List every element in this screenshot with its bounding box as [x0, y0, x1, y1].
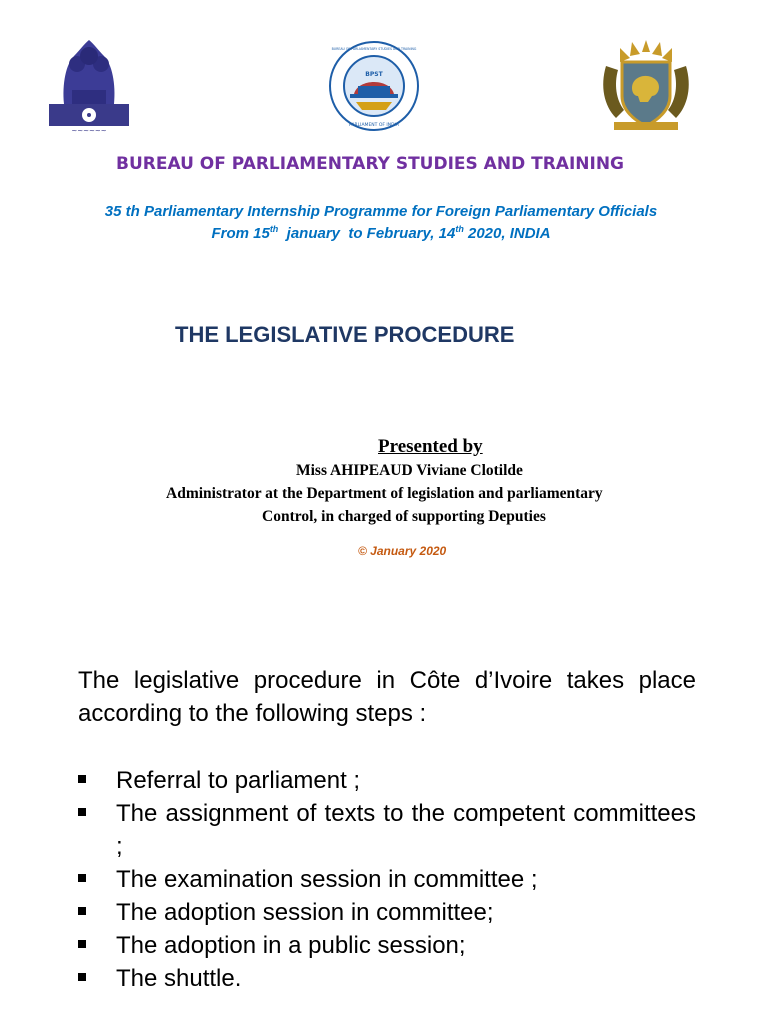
svg-text:PARLIAMENT OF INDIA: PARLIAMENT OF INDIA — [349, 123, 399, 128]
bullet-icon — [78, 940, 86, 948]
steps-list — [78, 764, 696, 995]
list-item-text: The adoption session in committee; — [116, 899, 494, 926]
list-item — [78, 962, 696, 995]
presenter-role-line-2: Control, in charged of supporting Deputies — [262, 508, 546, 525]
bullet-icon — [78, 907, 86, 915]
bullet-icon — [78, 874, 86, 882]
bullet-icon — [78, 775, 86, 783]
programme-line-2 — [0, 224, 762, 242]
copyright-date: © January 2020 — [358, 544, 447, 558]
bullet-icon — [78, 808, 86, 816]
india-emblem-icon — [44, 34, 134, 134]
programme-sup-2: th — [455, 224, 464, 234]
bureau-heading: BUREAU OF PARLIAMENTARY STUDIES AND TRAINING — [115, 154, 625, 174]
svg-text:~~~~~~: ~~~~~~ — [71, 127, 107, 134]
list-item-text: Referral to parliament ; — [116, 767, 361, 794]
list-item — [78, 929, 696, 962]
programme-line-1 — [0, 203, 762, 220]
page-title: THE LEGISLATIVE PROCEDURE — [175, 322, 515, 347]
programme-from: From 15 — [211, 225, 270, 242]
list-item — [78, 896, 696, 929]
list-item — [78, 863, 696, 896]
programme-line-1-text: 35 th Parliamentary Internship Programme for Foreign Parliamentary Officials — [104, 203, 658, 220]
intro-paragraph: The legislative procedure in Côte d’Ivoire takes place according to the following steps : — [78, 667, 696, 727]
list-item — [78, 797, 696, 863]
list-item-text: The assignment of texts to the competent committees ; — [116, 800, 696, 860]
svg-text:BPST: BPST — [365, 71, 383, 78]
programme-year: 2020, INDIA — [463, 225, 551, 242]
list-item-text: The shuttle. — [116, 965, 242, 992]
list-item — [78, 764, 696, 797]
programme-sup-1: th — [269, 224, 279, 234]
svg-text:BUREAU OF PARLIAMENTARY STUDIE: BUREAU OF PARLIAMENTARY STUDIES AND TRAINING — [331, 47, 417, 51]
bpst-seal-icon — [328, 36, 420, 136]
list-item-text: The adoption in a public session; — [116, 932, 466, 959]
presenter-name: Miss AHIPEAUD Viviane Clotilde — [296, 462, 523, 479]
presenter-role-line-1: Administrator at the Department of legislation and parliamentary — [166, 485, 603, 502]
presented-by-heading: Presented by — [378, 436, 483, 457]
cote-divoire-coat-of-arms-icon — [596, 36, 696, 132]
programme-dates: january to February, 14 — [278, 225, 456, 242]
bullet-icon — [78, 973, 86, 981]
list-item-text: The examination session in committee ; — [116, 866, 538, 893]
